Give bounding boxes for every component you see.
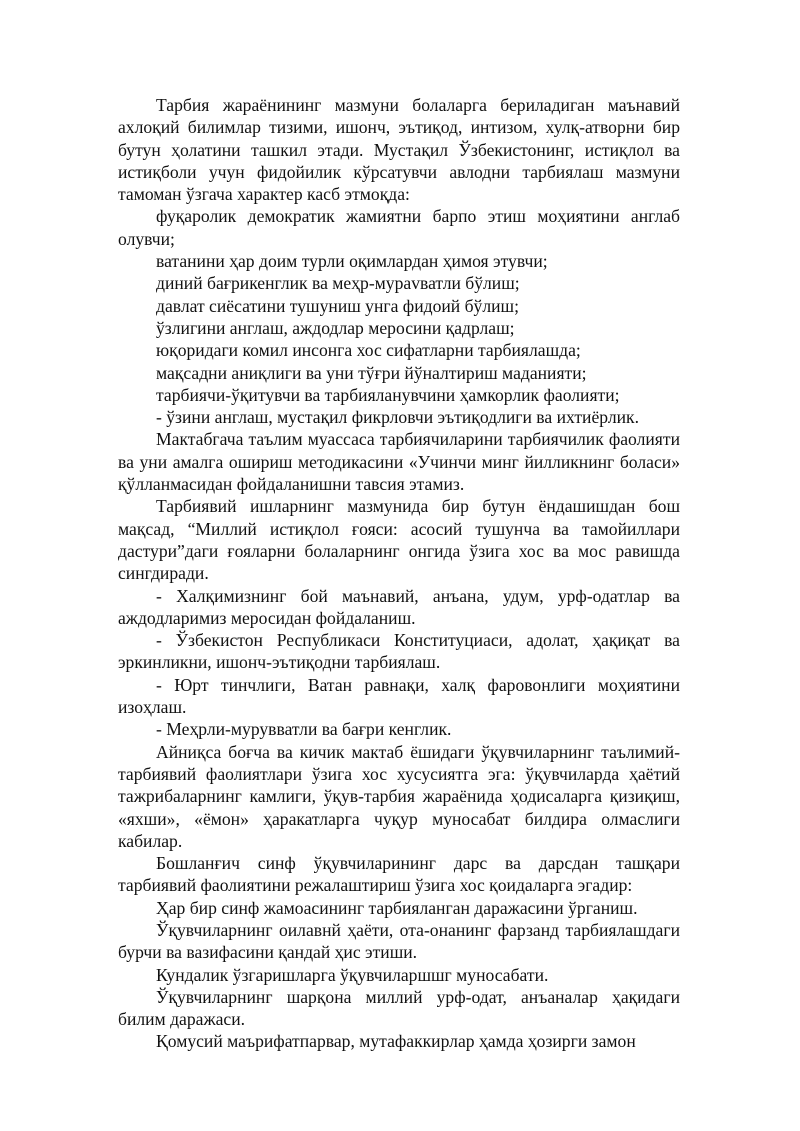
paragraph: - Юрт тинчлиги, Ватан равнақи, халқ фаровонлиги моҳиятини изоҳлаш. (118, 674, 680, 718)
paragraph: - ўзини англаш, мустақил фикрловчи эътиқодлиги ва ихтиёрлик. (156, 407, 639, 428)
paragraph: Ҳар бир синф жамоасининг тарбияланган даражасини ўрганиш. (156, 897, 638, 918)
paragraph: Мактабгача таълим муассаса тарбиячиларини тарбиячилик фаолияти ва уни амалга ошириш методикасини «Учинчи минг йилликнинг боласи» қўлланмасидан фойдаланишни тавсия этамиз. (118, 429, 680, 495)
paragraph: Бошланғич синф ўқувчиларининг дарс ва дарсдан ташқари тарбиявий фаолиятини режалаштириш ўзига хос қоидаларга эгадир: (118, 853, 680, 896)
paragraph: мақсадни аниқлиги ва уни тўғри йўналтириш маданияти; (156, 362, 587, 383)
paragraph: Ўқувчиларнинг оилавнй ҳаёти, ота-онанинг фарзанд тарбиялашдаги бурчи ва вазифасини қандай ҳис этиши. (118, 919, 680, 963)
paragraph: ўзлигини англаш, аждодлар меросини қадрлаш; (156, 317, 515, 338)
paragraph: - Ўзбекистон Республикаси Конституциаси, адолат, ҳақиқат ва эркинликни, ишонч-эътиқодни тарбиялаш. (118, 630, 680, 673)
paragraph: Қомусий маърифатпарвар, мутафаккирлар ҳамда ҳозирги замон (156, 1031, 636, 1052)
paragraph: Кундалик ўзгаришларга ўқувчиларшшг муносабати. (156, 964, 549, 985)
paragraph: Ўқувчиларнинг шарқона миллий урф-одат, анъаналар ҳақидаги билим даражаси. (118, 986, 680, 1030)
document-body (118, 94, 680, 1053)
paragraph: юқоридаги комил инсонга хос сифатларни тарбиялашда; (156, 340, 581, 361)
paragraph: ватанини ҳар доим турли оқимлардан ҳимоя этувчи; (156, 251, 548, 272)
paragraph: тарбиячи-ўқитувчи ва тарбияланувчини ҳамкорлик фаолияти; (156, 384, 620, 405)
paragraph: - Халқимизнинг бой маънавий, анъана, удум, урф-одатлар ва аждодларимиз меросидан фойдаланиш. (118, 585, 680, 628)
paragraph: диний бағрикенглик ва меҳр-мурavватли бўлиш; (156, 273, 520, 294)
paragraph: давлат сиёсатини тушуниш унга фидоий бўлиш; (156, 295, 519, 316)
paragraph: Айниқса боғча ва кичик мактаб ёшидаги ўқувчиларнинг таълимий- тарбиявий фаолиятлари ўзига хос хусусиятга эга: ўқувчиларда ҳаётий тажрибаларнинг камлиги, ўқув-тарбия жараёнида ҳодисаларга қизиқиш, «яхши», «ёмон» ҳаракатларга чуқур муносабат билдира олмаслиги кабилар. (118, 741, 680, 851)
paragraph: Тарбиявий ишларнинг мазмунида бир бутун ёндашишдан бош мақсад, “Миллий истиқлол ғояси: асосий тушунча ва тамойиллари дастури”даги ғояларни болаларнинг онгида ўзига хос ва мос равишда сингдиради. (118, 496, 680, 584)
paragraph: - Меҳрли-мурувватли ва бағри кенглик. (156, 719, 452, 740)
paragraph: фуқаролик демократик жамиятни барпо этиш моҳиятини англаб олувчи; (118, 206, 680, 249)
paragraph: Тарбия жараёнининг мазмуни болаларга бериладиган маънавий ахлоқий билимлар тизими, ишонч, эътиқод, интизом, хулқ-атворни бир бутун ҳолатини ташкил этади. Мустақил Ўзбекистонинг, истиқлол ва истиқболи учун фидойилик кўрсатувчи авлодни тарбиялаш мазмуни тамоман ўзгача характер касб этмоқда: (118, 95, 680, 205)
